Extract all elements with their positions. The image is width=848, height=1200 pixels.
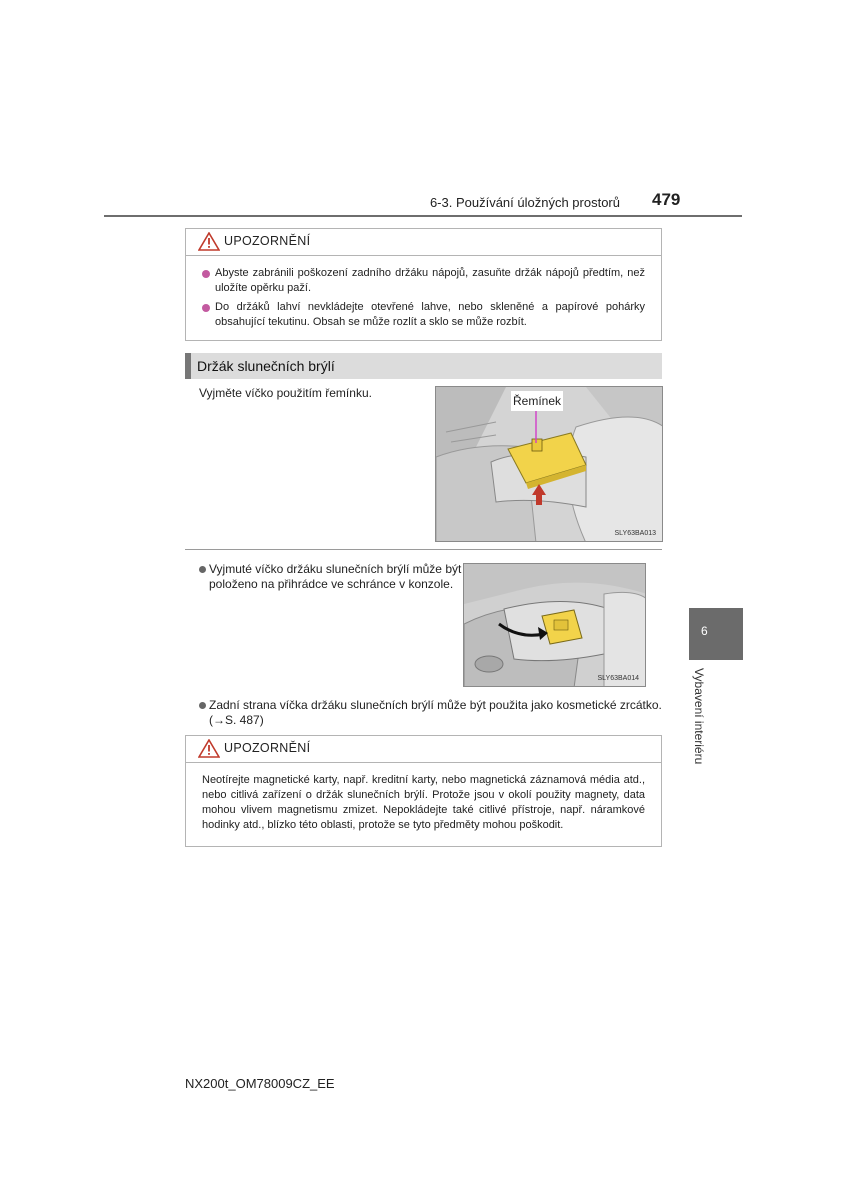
note-item — [199, 562, 467, 592]
warning-title: UPOZORNĚNÍ — [224, 741, 311, 755]
warning-box-bottom — [185, 735, 662, 847]
header-divider — [104, 215, 742, 217]
warning-header — [186, 736, 661, 763]
bullet-icon — [202, 270, 210, 278]
footer-code: NX200t_OM78009CZ_EE — [185, 1076, 335, 1091]
section-heading — [185, 353, 662, 379]
chapter-label: Vybavení interiéru — [692, 668, 706, 765]
figure-lid-storage — [463, 563, 646, 687]
note-item-text: Zadní strana víčka držáku slunečních brýlí může být použita jako kosmetické zrcátko. (→S. 487) — [209, 698, 662, 727]
divider — [185, 549, 662, 550]
callout-label: Řemínek — [513, 394, 562, 408]
figure-strap-removal — [435, 386, 663, 542]
warning-item-text: Do držáků lahví nevkládejte otevřené lahve, nebo skleněné a papírové pohárky obsahující tekutinu. Obsah se může rozlít a sklo se může rozbít. — [215, 301, 645, 328]
section-heading-marker — [185, 353, 191, 379]
warning-title: UPOZORNĚNÍ — [224, 234, 311, 248]
figure-code: SLY63BA014 — [597, 675, 639, 682]
warning-header — [186, 229, 661, 256]
warning-item-text: Abyste zabránili poškození zadního držáku nápojů, zasuňte držák nápojů předtím, než uložíte opěrku paží. — [215, 267, 645, 294]
warning-item — [202, 266, 645, 296]
intro-text: Vyjměte víčko použitím řemínku. — [199, 386, 372, 400]
warning-text: Neotírejte magnetické karty, např. kreditní karty, nebo magnetická záznamová média atd., nebo citlivá zařízení o držák slunečních brýlí. Protože jsou v okolí použity magnety, data mohou vlivem magnetismu zmizet. Nepokládejte také citlivé přístroje, např. náramkové hodinky atd., blízko této oblasti, protože se tyto předměty mohou poškodit. — [202, 774, 645, 831]
page-number: 479 — [652, 190, 681, 209]
chapter-number: 6 — [701, 624, 708, 638]
warning-box-top — [185, 228, 662, 341]
console-illustration-2 — [464, 564, 646, 687]
bullet-icon — [202, 304, 210, 312]
bullet-icon — [199, 566, 206, 573]
bullet-icon — [199, 702, 206, 709]
console-illustration-1 — [436, 387, 663, 542]
note-item — [199, 698, 671, 728]
figure-code: SLY63BA013 — [614, 530, 656, 537]
warning-triangle-icon — [198, 232, 220, 251]
chapter-tab — [689, 608, 743, 660]
warning-triangle-icon — [198, 739, 220, 758]
note-item-text: Vyjmuté víčko držáku slunečních brýlí může být položeno na přihrádce ve schránce v konzole. — [209, 562, 462, 591]
section-title: 6-3. Používání úložných prostorů — [429, 195, 620, 210]
warning-item — [202, 300, 645, 330]
section-heading-text: Držák slunečních brýlí — [197, 358, 335, 374]
